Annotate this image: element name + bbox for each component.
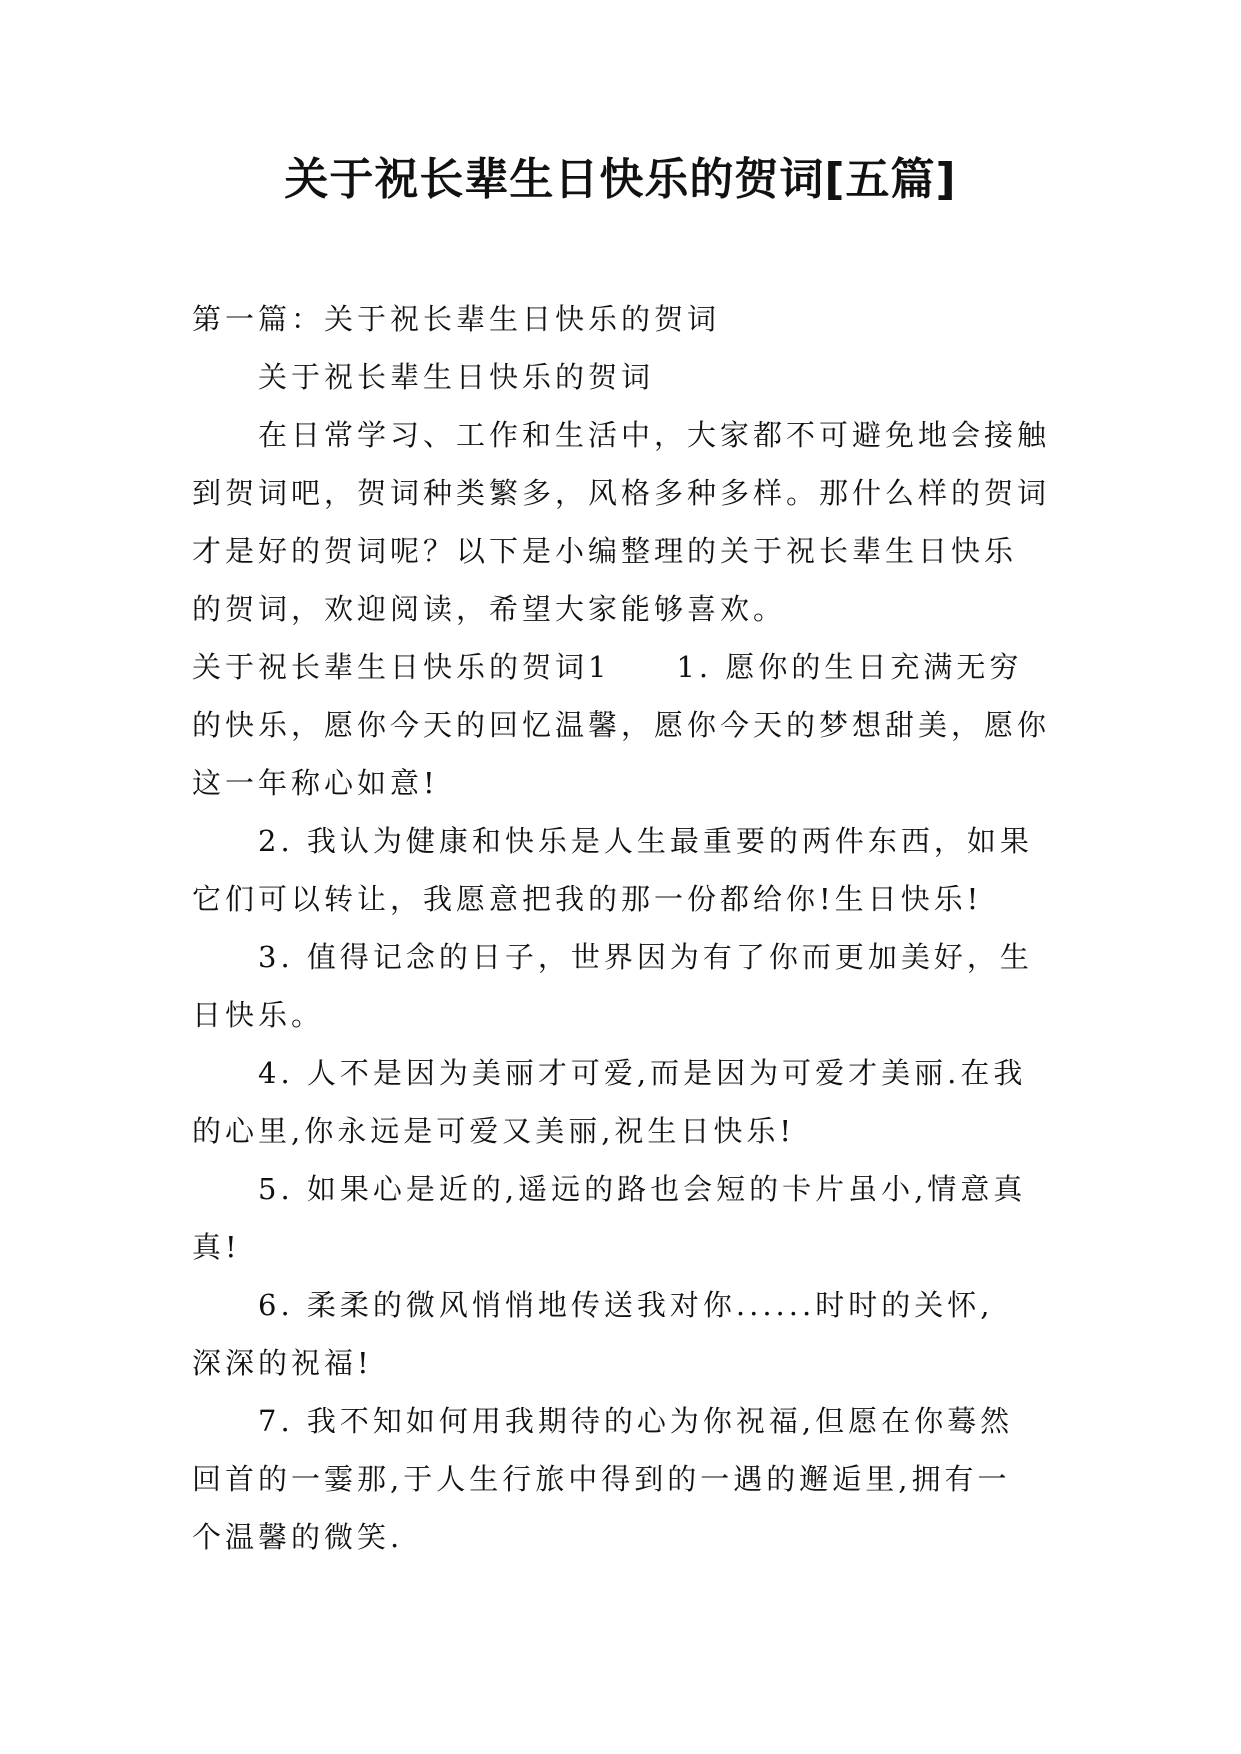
text-line: 才是好的贺词呢？以下是小编整理的关于祝长辈生日快乐 [192, 534, 1018, 568]
document-title: 关于祝长辈生日快乐的贺词[五篇] [284, 154, 957, 205]
text-line: 6. 柔柔的微风悄悄地传送我对你......时时的关怀, [258, 1288, 994, 1322]
section-heading: 第一篇：关于祝长辈生日快乐的贺词 [192, 302, 721, 336]
subtitle-line: 关于祝长辈生日快乐的贺词 [258, 360, 655, 394]
text-line: 在日常学习、工作和生活中，大家都不可避免地会接触 [258, 418, 1051, 452]
text-line: 4. 人不是因为美丽才可爱,而是因为可爱才美丽.在我 [258, 1056, 1027, 1090]
text-line: 的心里,你永远是可爱又美丽,祝生日快乐! [192, 1114, 796, 1148]
document-body [192, 290, 1050, 1566]
text-line: 关于祝长辈生日快乐的贺词1 1. 愿你的生日充满无穷 [192, 650, 1023, 684]
text-line: 的贺词，欢迎阅读，希望大家能够喜欢。 [192, 592, 787, 626]
text-line: 到贺词吧，贺词种类繁多，风格多种多样。那什么样的贺词 [192, 476, 1051, 510]
text-line: 回首的一霎那,于人生行旅中得到的一遇的邂逅里,拥有一 [192, 1462, 1011, 1496]
text-line: 日快乐。 [192, 998, 325, 1032]
text-line: 7. 我不知如何用我期待的心为你祝福,但愿在你蓦然 [258, 1404, 1014, 1438]
text-line: 它们可以转让，我愿意把我的那一份都给你!生日快乐! [192, 882, 983, 916]
text-line: 这一年称心如意! [192, 766, 439, 800]
text-line: 深深的祝福! [192, 1346, 373, 1380]
text-line: 真! [192, 1230, 241, 1264]
text-line: 3. 值得记念的日子，世界因为有了你而更加美好，生 [258, 940, 1033, 974]
text-line: 的快乐，愿你今天的回忆温馨，愿你今天的梦想甜美，愿你 [192, 708, 1051, 742]
text-line: 个温馨的微笑. [192, 1520, 404, 1554]
text-line: 5. 如果心是近的,遥远的路也会短的卡片虽小,情意真 [258, 1172, 1027, 1206]
text-line: 2. 我认为健康和快乐是人生最重要的两件东西，如果 [258, 824, 1033, 858]
